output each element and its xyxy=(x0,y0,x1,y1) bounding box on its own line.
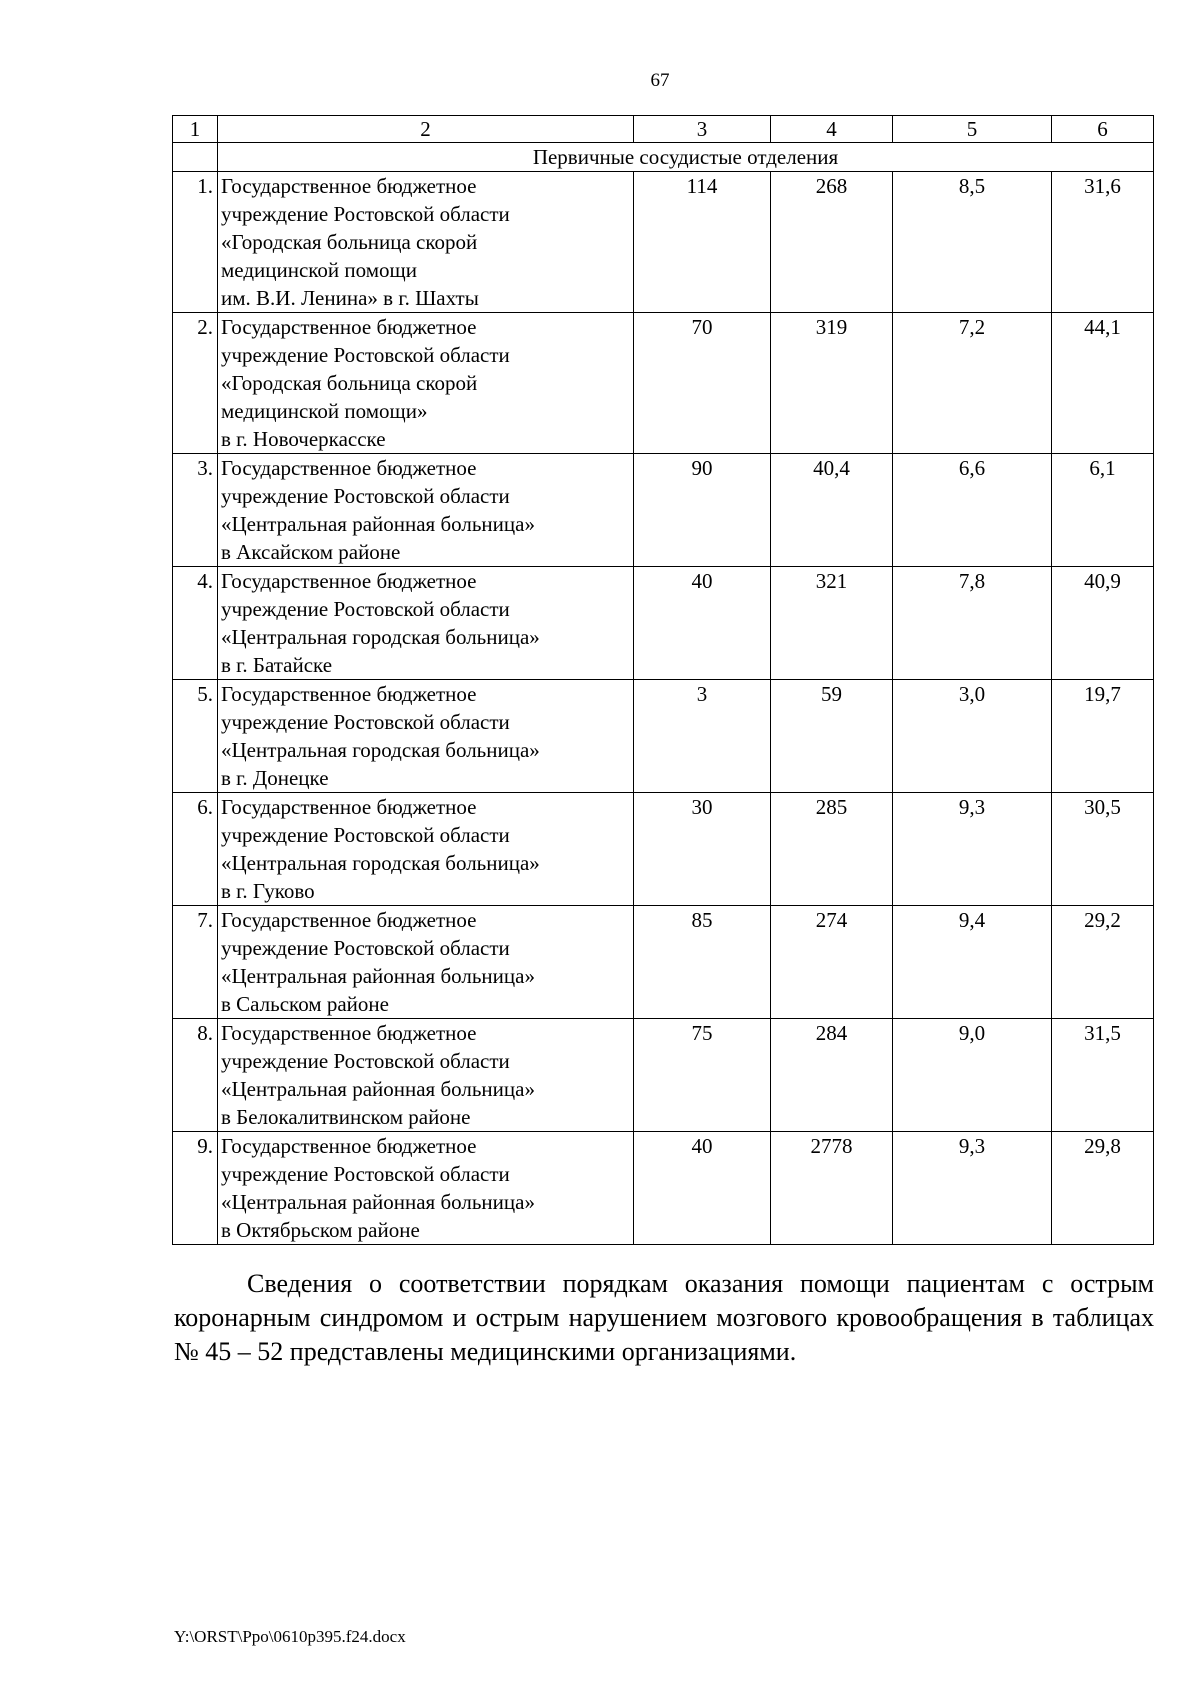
value-col5: 3,0 xyxy=(893,680,1052,793)
organization-name: Государственное бюджетное учреждение Ростовской области «Центральная районная больница» в Октябрьском районе xyxy=(218,1132,634,1245)
table-row xyxy=(173,1019,1154,1132)
row-number: 1. xyxy=(173,172,218,313)
organization-name: Государственное бюджетное учреждение Ростовской области «Центральная районная больница» в Аксайском районе xyxy=(218,454,634,567)
organization-name: Государственное бюджетное учреждение Ростовской области «Центральная районная больница» в Сальском районе xyxy=(218,906,634,1019)
row-number: 2. xyxy=(173,313,218,454)
value-col3: 90 xyxy=(634,454,771,567)
organization-name: Государственное бюджетное учреждение Ростовской области «Центральная городская больница» в г. Гуково xyxy=(218,793,634,906)
value-col4: 2778 xyxy=(771,1132,893,1245)
value-col6: 31,5 xyxy=(1052,1019,1154,1132)
value-col6: 40,9 xyxy=(1052,567,1154,680)
value-col6: 19,7 xyxy=(1052,680,1154,793)
value-col6: 29,8 xyxy=(1052,1132,1154,1245)
body-paragraph: Сведения о соответствии порядкам оказания помощи пациентам с острым коронарным синдромом и острым нарушением мозгового кровообращения в таблицах № 45 – 52 представлены медицинскими организациями. xyxy=(174,1269,1154,1366)
value-col6: 6,1 xyxy=(1052,454,1154,567)
table-row xyxy=(173,313,1154,454)
column-header: 4 xyxy=(771,116,893,143)
value-col4: 274 xyxy=(771,906,893,1019)
value-col5: 7,8 xyxy=(893,567,1052,680)
value-col3: 3 xyxy=(634,680,771,793)
page-number: 67 xyxy=(650,70,670,91)
section-empty-cell xyxy=(173,143,218,172)
row-number: 3. xyxy=(173,454,218,567)
value-col6: 44,1 xyxy=(1052,313,1154,454)
row-number: 4. xyxy=(173,567,218,680)
organization-name: Государственное бюджетное учреждение Ростовской области «Городская больница скорой медицинской помощи» в г. Новочеркасске xyxy=(218,313,634,454)
value-col4: 321 xyxy=(771,567,893,680)
row-number: 6. xyxy=(173,793,218,906)
value-col3: 40 xyxy=(634,1132,771,1245)
row-number: 8. xyxy=(173,1019,218,1132)
column-header: 1 xyxy=(173,116,218,143)
row-number: 9. xyxy=(173,1132,218,1245)
value-col3: 70 xyxy=(634,313,771,454)
value-col5: 9,3 xyxy=(893,793,1052,906)
row-number: 5. xyxy=(173,680,218,793)
value-col5: 9,0 xyxy=(893,1019,1052,1132)
organization-name: Государственное бюджетное учреждение Ростовской области «Городская больница скорой медицинской помощи им. В.И. Ленина» в г. Шахты xyxy=(218,172,634,313)
value-col6: 30,5 xyxy=(1052,793,1154,906)
value-col5: 6,6 xyxy=(893,454,1052,567)
data-table xyxy=(172,115,1154,1245)
value-col4: 319 xyxy=(771,313,893,454)
table-row xyxy=(173,1132,1154,1245)
value-col5: 9,4 xyxy=(893,906,1052,1019)
value-col3: 40 xyxy=(634,567,771,680)
value-col4: 284 xyxy=(771,1019,893,1132)
organization-name: Государственное бюджетное учреждение Ростовской области «Центральная районная больница» в Белокалитвинском районе xyxy=(218,1019,634,1132)
table-row xyxy=(173,172,1154,313)
value-col3: 85 xyxy=(634,906,771,1019)
table-row xyxy=(173,567,1154,680)
value-col4: 40,4 xyxy=(771,454,893,567)
table-row xyxy=(173,906,1154,1019)
value-col5: 7,2 xyxy=(893,313,1052,454)
file-path-footer: Y:\ORST\Ppo\0610p395.f24.docx xyxy=(174,1627,406,1646)
column-header: 2 xyxy=(218,116,634,143)
table-row xyxy=(173,793,1154,906)
column-header: 3 xyxy=(634,116,771,143)
table-section-row xyxy=(173,143,1154,172)
value-col5: 9,3 xyxy=(893,1132,1052,1245)
value-col5: 8,5 xyxy=(893,172,1052,313)
value-col4: 285 xyxy=(771,793,893,906)
value-col4: 268 xyxy=(771,172,893,313)
section-title: Первичные сосудистые отделения xyxy=(218,143,1154,172)
table-row xyxy=(173,680,1154,793)
column-header: 6 xyxy=(1052,116,1154,143)
organization-name: Государственное бюджетное учреждение Ростовской области «Центральная городская больница» в г. Батайске xyxy=(218,567,634,680)
value-col3: 75 xyxy=(634,1019,771,1132)
value-col6: 29,2 xyxy=(1052,906,1154,1019)
table-row xyxy=(173,454,1154,567)
column-header: 5 xyxy=(893,116,1052,143)
row-number: 7. xyxy=(173,906,218,1019)
table-body xyxy=(173,116,1154,1245)
table-header-row xyxy=(173,116,1154,143)
value-col6: 31,6 xyxy=(1052,172,1154,313)
value-col3: 30 xyxy=(634,793,771,906)
value-col4: 59 xyxy=(771,680,893,793)
organization-name: Государственное бюджетное учреждение Ростовской области «Центральная городская больница» в г. Донецке xyxy=(218,680,634,793)
value-col3: 114 xyxy=(634,172,771,313)
